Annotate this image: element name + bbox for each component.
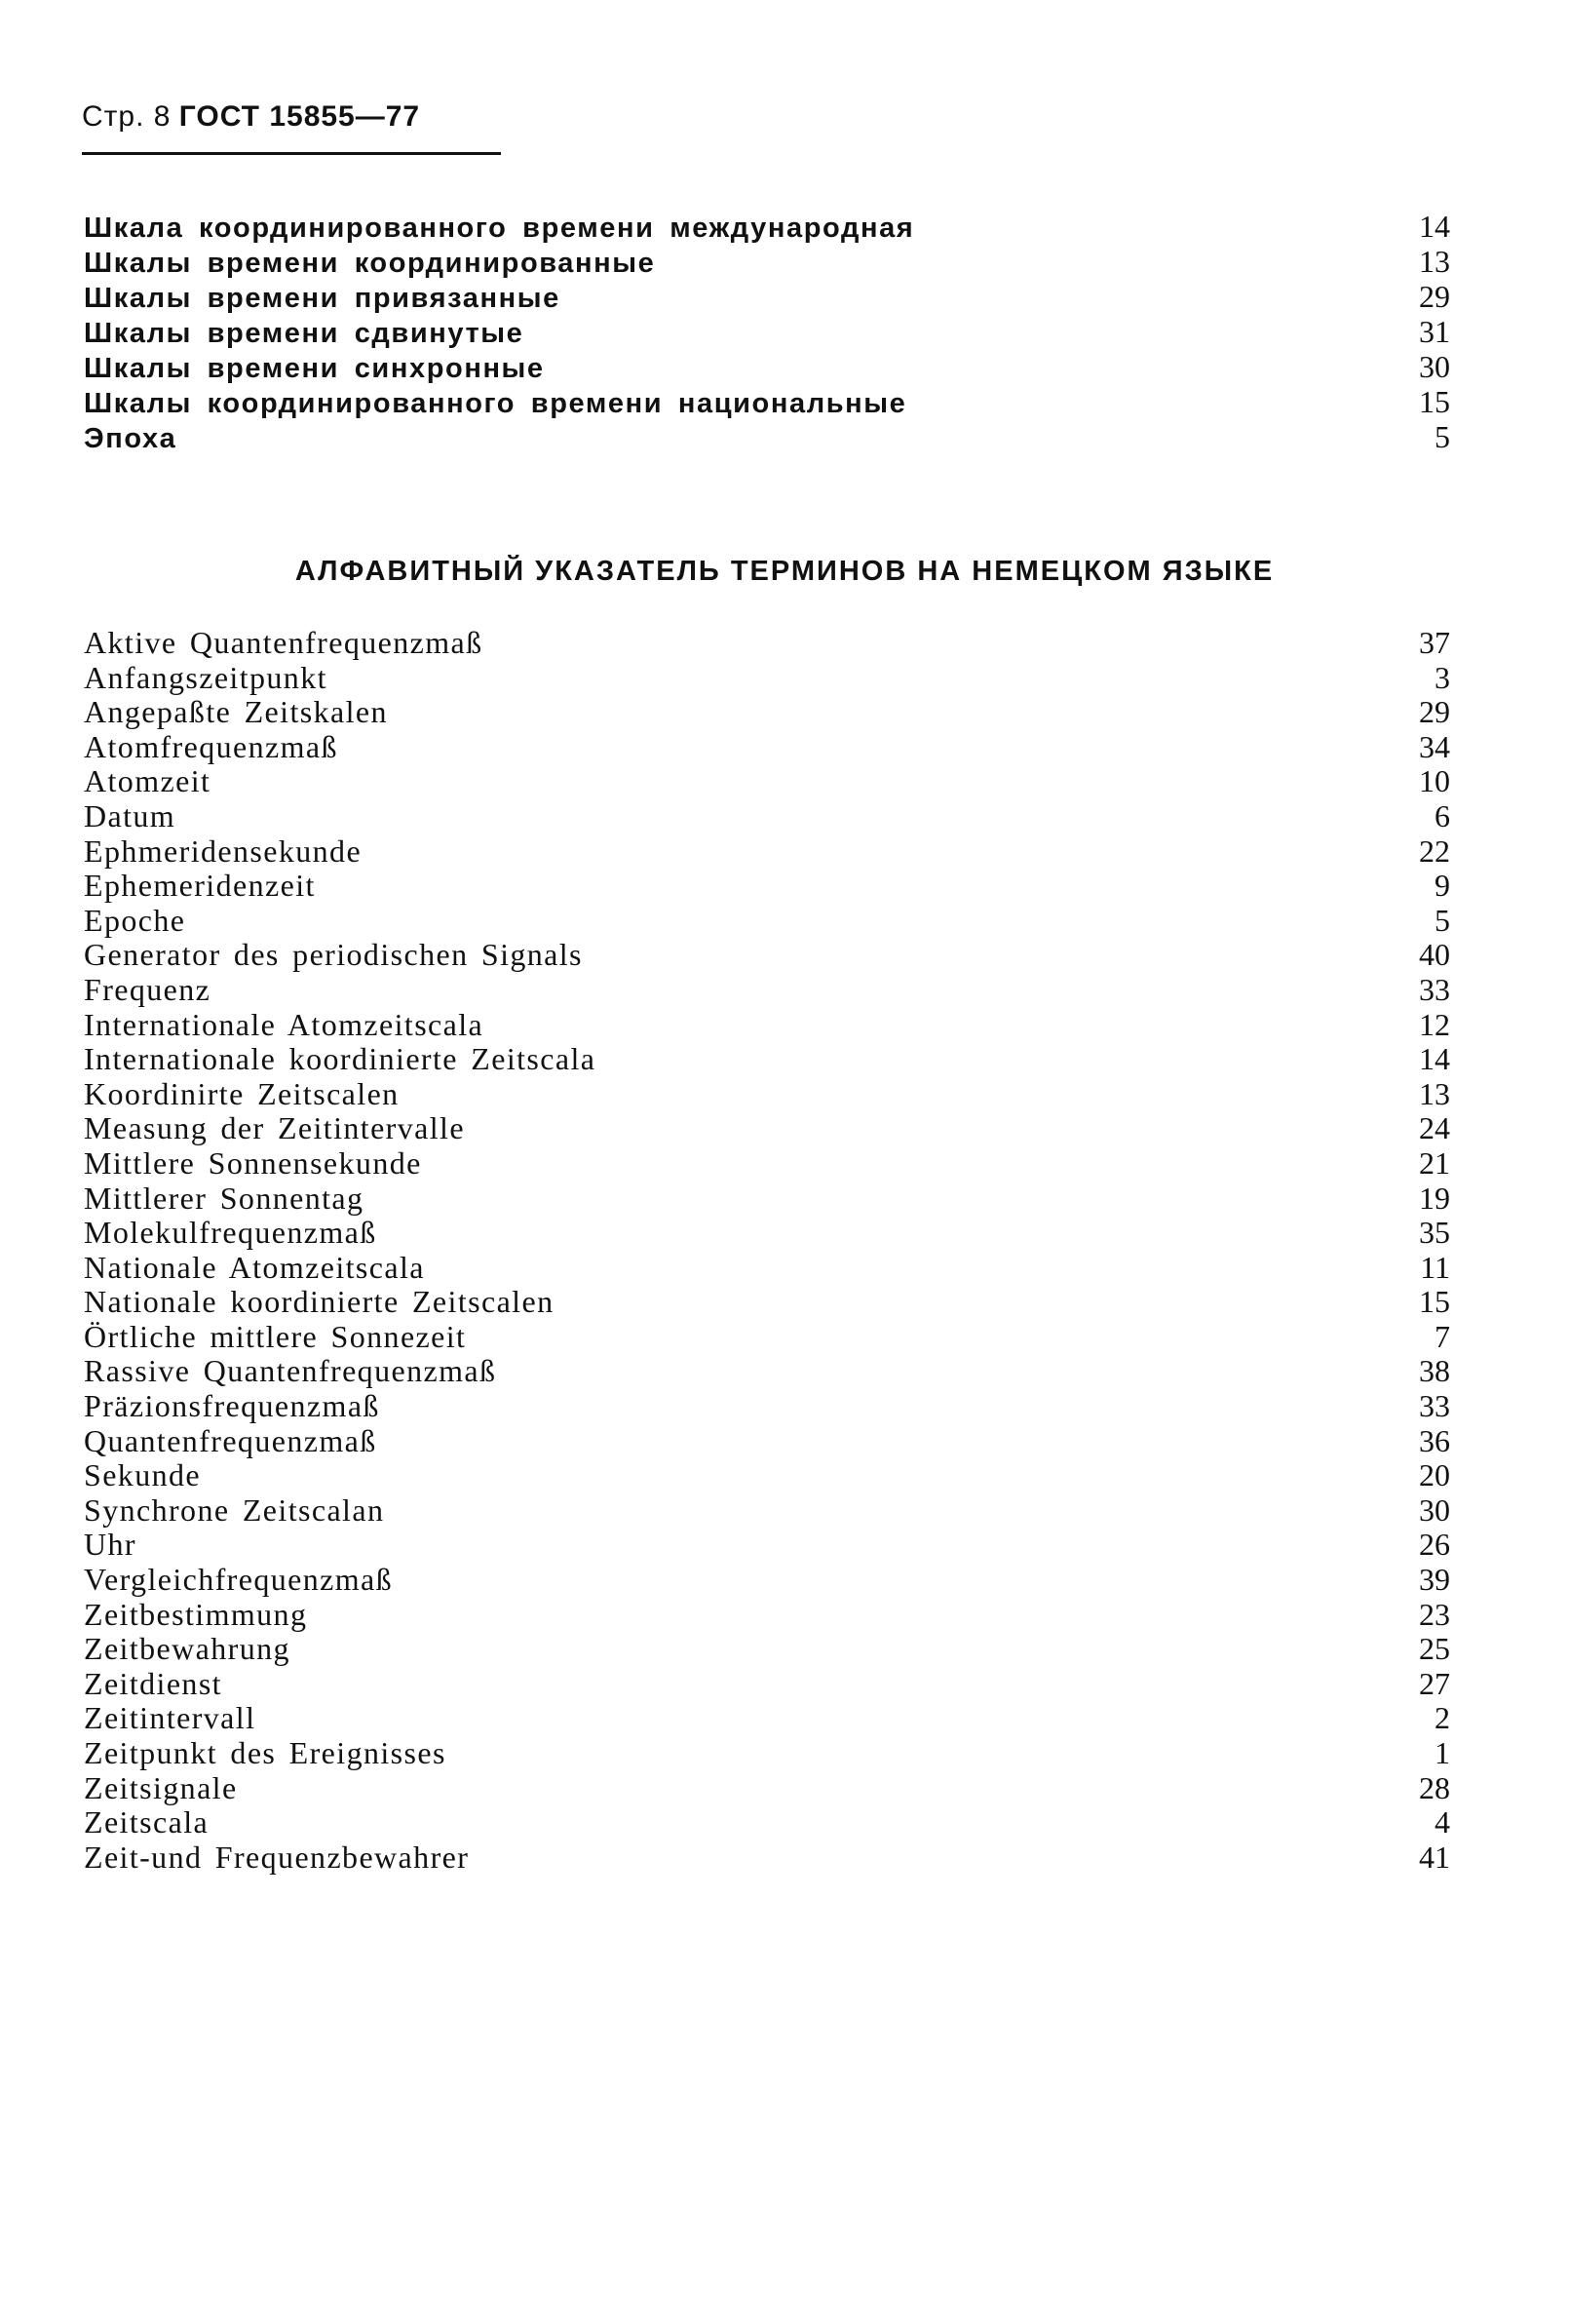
page-header	[82, 97, 501, 155]
index-term: Zeitpunkt des Ereignisses	[84, 1735, 446, 1770]
index-term-number: 4	[1435, 1804, 1450, 1840]
index-entry	[84, 1077, 1450, 1112]
index-term-number: 11	[1420, 1249, 1450, 1285]
index-term-number: 28	[1419, 1769, 1450, 1805]
index-term: Zeitbewahrung	[84, 1631, 290, 1667]
index-entry	[84, 1701, 1450, 1736]
index-term: Präzionsfrequenzmaß	[84, 1388, 380, 1424]
index-entry	[84, 799, 1450, 834]
index-term: Vergleichfrequenzmaß	[84, 1562, 394, 1598]
index-term: Zeit-und Frequenzbewahrer	[84, 1839, 470, 1875]
index-term: Örtliche mittlere Sonnezeit	[84, 1318, 467, 1354]
index-entry	[84, 1216, 1450, 1251]
index-term-number: 21	[1419, 1144, 1450, 1181]
index-term-number: 5	[1435, 902, 1450, 938]
index-term: Synchrone Zeitscalan	[84, 1491, 385, 1528]
index-term: Ephemeridenzeit	[84, 868, 316, 904]
index-term-number: 23	[1419, 1596, 1450, 1632]
index-term: Zeitscala	[84, 1804, 210, 1840]
page-number: Стр. 8	[82, 100, 172, 133]
section-title-german-index: АЛФАВИТНЫЙ УКАЗАТЕЛЬ ТЕРМИНОВ НА НЕМЕЦКОМ ЯЗЫКЕ	[294, 556, 1275, 587]
index-term: Эпоха	[84, 423, 177, 454]
index-term: Atomzeit	[84, 763, 211, 799]
index-entry	[84, 626, 1450, 661]
index-term: Шкалы времени синхронные	[84, 353, 545, 384]
index-entry	[84, 384, 1450, 419]
index-term-number: 13	[1419, 1075, 1450, 1111]
index-entry	[84, 1458, 1450, 1493]
index-term-number: 25	[1419, 1631, 1450, 1667]
index-term: Rassive Quantenfrequenzmaß	[84, 1353, 497, 1389]
index-entry	[84, 1736, 1450, 1771]
index-entry	[84, 1146, 1450, 1181]
index-term: Quantenfrequenzmaß	[84, 1422, 377, 1458]
index-term: Molekulfrequenzmaß	[84, 1215, 377, 1251]
index-term: Шкалы времени привязанные	[84, 283, 560, 314]
index-entry	[84, 314, 1450, 349]
index-entry	[84, 244, 1450, 279]
index-term-number: 29	[1419, 694, 1450, 730]
index-term-number: 39	[1419, 1562, 1450, 1598]
index-term: Anfangszeitpunkt	[84, 659, 327, 695]
index-entry	[84, 695, 1450, 730]
index-entry	[84, 1320, 1450, 1355]
index-entry	[84, 730, 1450, 765]
index-term-number: 30	[1419, 1491, 1450, 1528]
index-entry	[84, 1805, 1450, 1840]
index-term: Шкалы времени сдвинутые	[84, 318, 524, 349]
index-term: Koordinirte Zeitscalen	[84, 1075, 400, 1111]
index-term: Ephmeridensekunde	[84, 833, 363, 869]
index-entry	[84, 1389, 1450, 1424]
index-term: Aktive Quantenfrequenzmaß	[84, 625, 483, 660]
index-term-number: 9	[1435, 868, 1450, 904]
index-entry	[84, 1528, 1450, 1563]
index-term-number: 33	[1419, 971, 1450, 1007]
index-term-number: 41	[1419, 1839, 1450, 1875]
index-term: Nationale koordinierte Zeitscalen	[84, 1284, 555, 1320]
index-term: Mittlere Sonnensekunde	[84, 1144, 422, 1181]
index-term-number: 36	[1419, 1422, 1450, 1458]
index-term: Angepaßte Zeitskalen	[84, 694, 388, 730]
index-term-number: 5	[1435, 419, 1450, 454]
index-term-number: 13	[1419, 244, 1450, 279]
index-entry	[84, 1042, 1450, 1077]
index-term-number: 19	[1419, 1180, 1450, 1216]
index-term: Nationale Atomzeitscala	[84, 1249, 425, 1285]
index-entry	[84, 1493, 1450, 1529]
index-entry	[84, 1285, 1450, 1320]
index-term: Шкалы времени координированные	[84, 248, 656, 279]
index-term-number: 6	[1435, 797, 1450, 833]
russian-term-index	[84, 209, 1450, 454]
index-term-number: 26	[1419, 1527, 1450, 1563]
index-term-number: 15	[1419, 1284, 1450, 1320]
index-term-number: 22	[1419, 833, 1450, 869]
german-term-index	[84, 626, 1450, 1875]
index-entry	[84, 349, 1450, 384]
index-term-number: 15	[1419, 384, 1450, 419]
index-term: Шкала координированного времени международная	[84, 213, 915, 244]
index-term-number: 37	[1419, 625, 1450, 660]
index-term: Zeitdienst	[84, 1665, 222, 1701]
index-term-number: 31	[1419, 314, 1450, 349]
index-entry	[84, 973, 1450, 1008]
index-entry	[84, 1598, 1450, 1633]
index-term: Frequenz	[84, 971, 211, 1007]
index-term: Generator des periodischen Signals	[84, 937, 583, 973]
index-term-number: 14	[1419, 1041, 1450, 1077]
index-term: Шкалы координированного времени национальные	[84, 388, 907, 419]
index-term: Uhr	[84, 1527, 136, 1563]
index-entry	[84, 1563, 1450, 1598]
index-entry	[84, 1667, 1450, 1702]
index-entry	[84, 419, 1450, 454]
standard-id: ГОСТ 15855—77	[178, 100, 421, 133]
index-term-number: 3	[1435, 659, 1450, 695]
index-entry	[84, 938, 1450, 973]
index-entry	[84, 1111, 1450, 1146]
index-term-number: 33	[1419, 1388, 1450, 1424]
index-entry	[84, 209, 1450, 244]
index-term: Internationale koordinierte Zeitscala	[84, 1041, 596, 1077]
index-entry	[84, 1840, 1450, 1876]
index-entry	[84, 1008, 1450, 1043]
index-term: Sekunde	[84, 1457, 202, 1493]
index-term: Atomfrequenzmaß	[84, 728, 338, 764]
index-term-number: 12	[1419, 1006, 1450, 1042]
index-entry	[84, 661, 1450, 696]
index-term-number: 38	[1419, 1353, 1450, 1389]
index-term-number: 30	[1419, 349, 1450, 384]
index-entry	[84, 1354, 1450, 1389]
index-entry	[84, 1632, 1450, 1667]
index-entry	[84, 1181, 1450, 1217]
index-entry	[84, 1251, 1450, 1286]
index-entry	[84, 764, 1450, 799]
index-term-number: 29	[1419, 279, 1450, 314]
index-term: Zeitsignale	[84, 1769, 238, 1805]
index-entry	[84, 279, 1450, 314]
index-term-number: 20	[1419, 1457, 1450, 1493]
index-term: Epoche	[84, 902, 186, 938]
index-entry	[84, 869, 1450, 904]
index-term-number: 10	[1419, 763, 1450, 799]
index-entry	[84, 1424, 1450, 1459]
index-term: Datum	[84, 797, 176, 833]
index-term-number: 7	[1435, 1318, 1450, 1354]
index-term: Measung der Zeitintervalle	[84, 1110, 465, 1146]
index-term-number: 14	[1419, 209, 1450, 244]
index-entry	[84, 834, 1450, 870]
index-term: Zeitintervall	[84, 1700, 256, 1736]
index-term: Zeitbestimmung	[84, 1596, 308, 1632]
index-term-number: 35	[1419, 1215, 1450, 1251]
index-entry	[84, 1771, 1450, 1806]
index-term-number: 34	[1419, 728, 1450, 764]
index-term-number: 2	[1435, 1700, 1450, 1736]
index-term-number: 24	[1419, 1110, 1450, 1146]
index-term-number: 40	[1419, 937, 1450, 973]
index-term: Internationale Atomzeitscala	[84, 1006, 484, 1042]
index-term-number: 27	[1419, 1665, 1450, 1701]
index-entry	[84, 904, 1450, 939]
index-term-number: 1	[1435, 1735, 1450, 1770]
index-term: Mittlerer Sonnentag	[84, 1180, 364, 1216]
